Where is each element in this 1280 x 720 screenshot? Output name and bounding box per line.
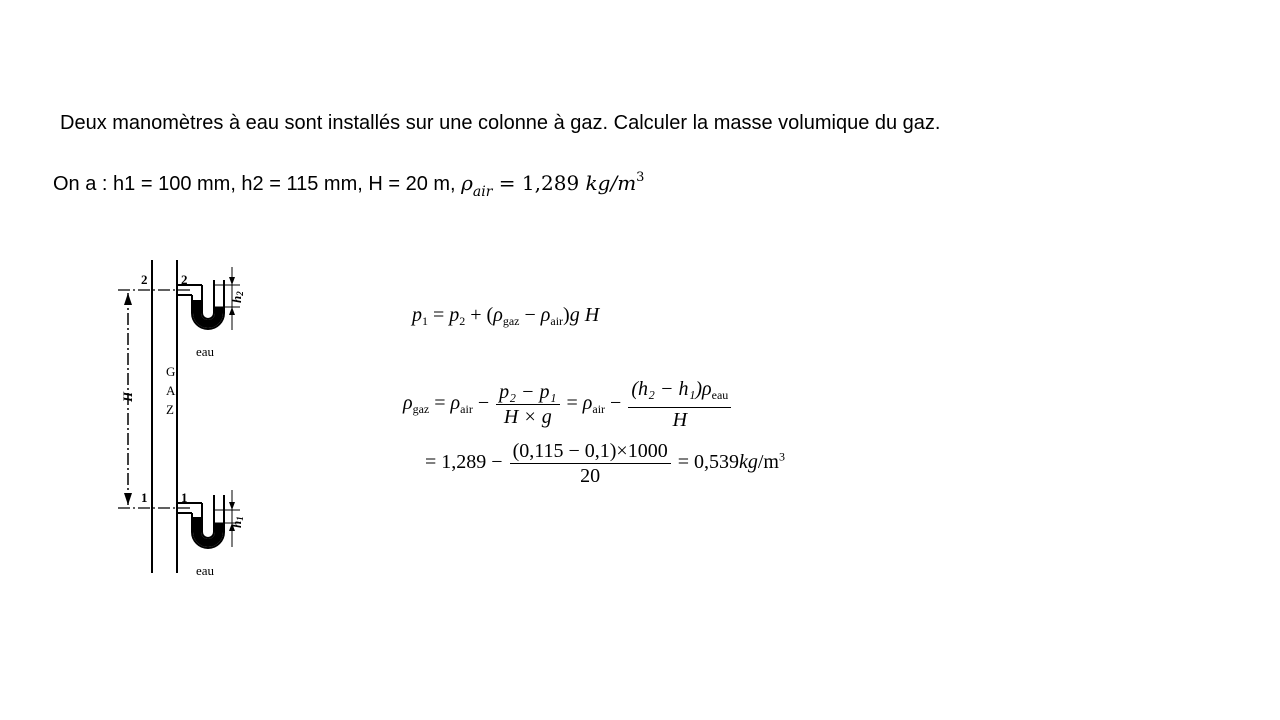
equation-numeric-result: = 1,289 − $\frac{(0,115 - 0,1)\times 1000}{20}$ = $0,539kg/m^3$ (425, 440, 785, 487)
label-2-left: 2 (141, 272, 148, 287)
equation-pressure-balance: $p_1 = p_2 + (\rho_{gaz} - \rho_{air})g$ H (412, 304, 600, 328)
gas-label-G: G (166, 364, 176, 379)
label-h1: h1 (229, 516, 245, 528)
h2-arrow-bottom (229, 307, 235, 315)
density-unit: kg/m (585, 171, 637, 195)
label-H: H (120, 391, 135, 402)
rho-symbol: ρ (461, 171, 473, 195)
H-arrow-top (124, 293, 132, 305)
problem-statement: Deux manomètres à eau sont installés sur une colonne à gaz. Calculer la masse volumique du gaz. (60, 112, 941, 134)
density-unit-exponent: 3 (636, 170, 645, 185)
u-tube-top-water (197, 300, 219, 324)
fraction-pressure: $\frac{\text{p₂ − p₁}}{H \times g}$ (496, 381, 559, 428)
equation-gas-density: $\rho_{gaz} = \rho_{air}$ − $\frac{\text{p₂ − p₁}}{H \times g}$ = $\rho_{air}$ − $\frac{(h_2 - h_1)\rho_{eau}}{H}$ (403, 378, 733, 431)
eau-label-bottom: eau (196, 563, 215, 578)
air-density-value: = 1,289 (492, 171, 586, 195)
fraction-heights: $\frac{(h_2 - h_1)\rho_{eau}}{H}$ (628, 378, 731, 431)
label-h2: h2 (229, 291, 245, 303)
gas-label-A: A (166, 383, 176, 398)
manometer-diagram (110, 255, 260, 585)
label-1-left: 1 (141, 490, 148, 505)
fraction-numeric: $\frac{(0,115 - 0,1)\times 1000}{20}$ (510, 440, 671, 487)
given-values (53, 170, 644, 200)
given-prefix: On a : h1 = 100 mm, h2 = 115 mm, H = 20 m, (53, 173, 462, 195)
label-2-right: 2 (181, 272, 188, 287)
h2-arrow-top (229, 277, 235, 285)
H-arrow-bottom (124, 493, 132, 505)
gas-label-Z: Z (166, 402, 174, 417)
h1-arrow-top (229, 502, 235, 510)
rho-air-subscript: air (472, 184, 493, 200)
eau-label-top: eau (196, 344, 215, 359)
u-tube-top-inner (202, 280, 214, 319)
u-tube-bottom-water (197, 517, 219, 543)
u-tube-bottom-inner (202, 495, 214, 538)
label-1-right: 1 (181, 490, 188, 505)
